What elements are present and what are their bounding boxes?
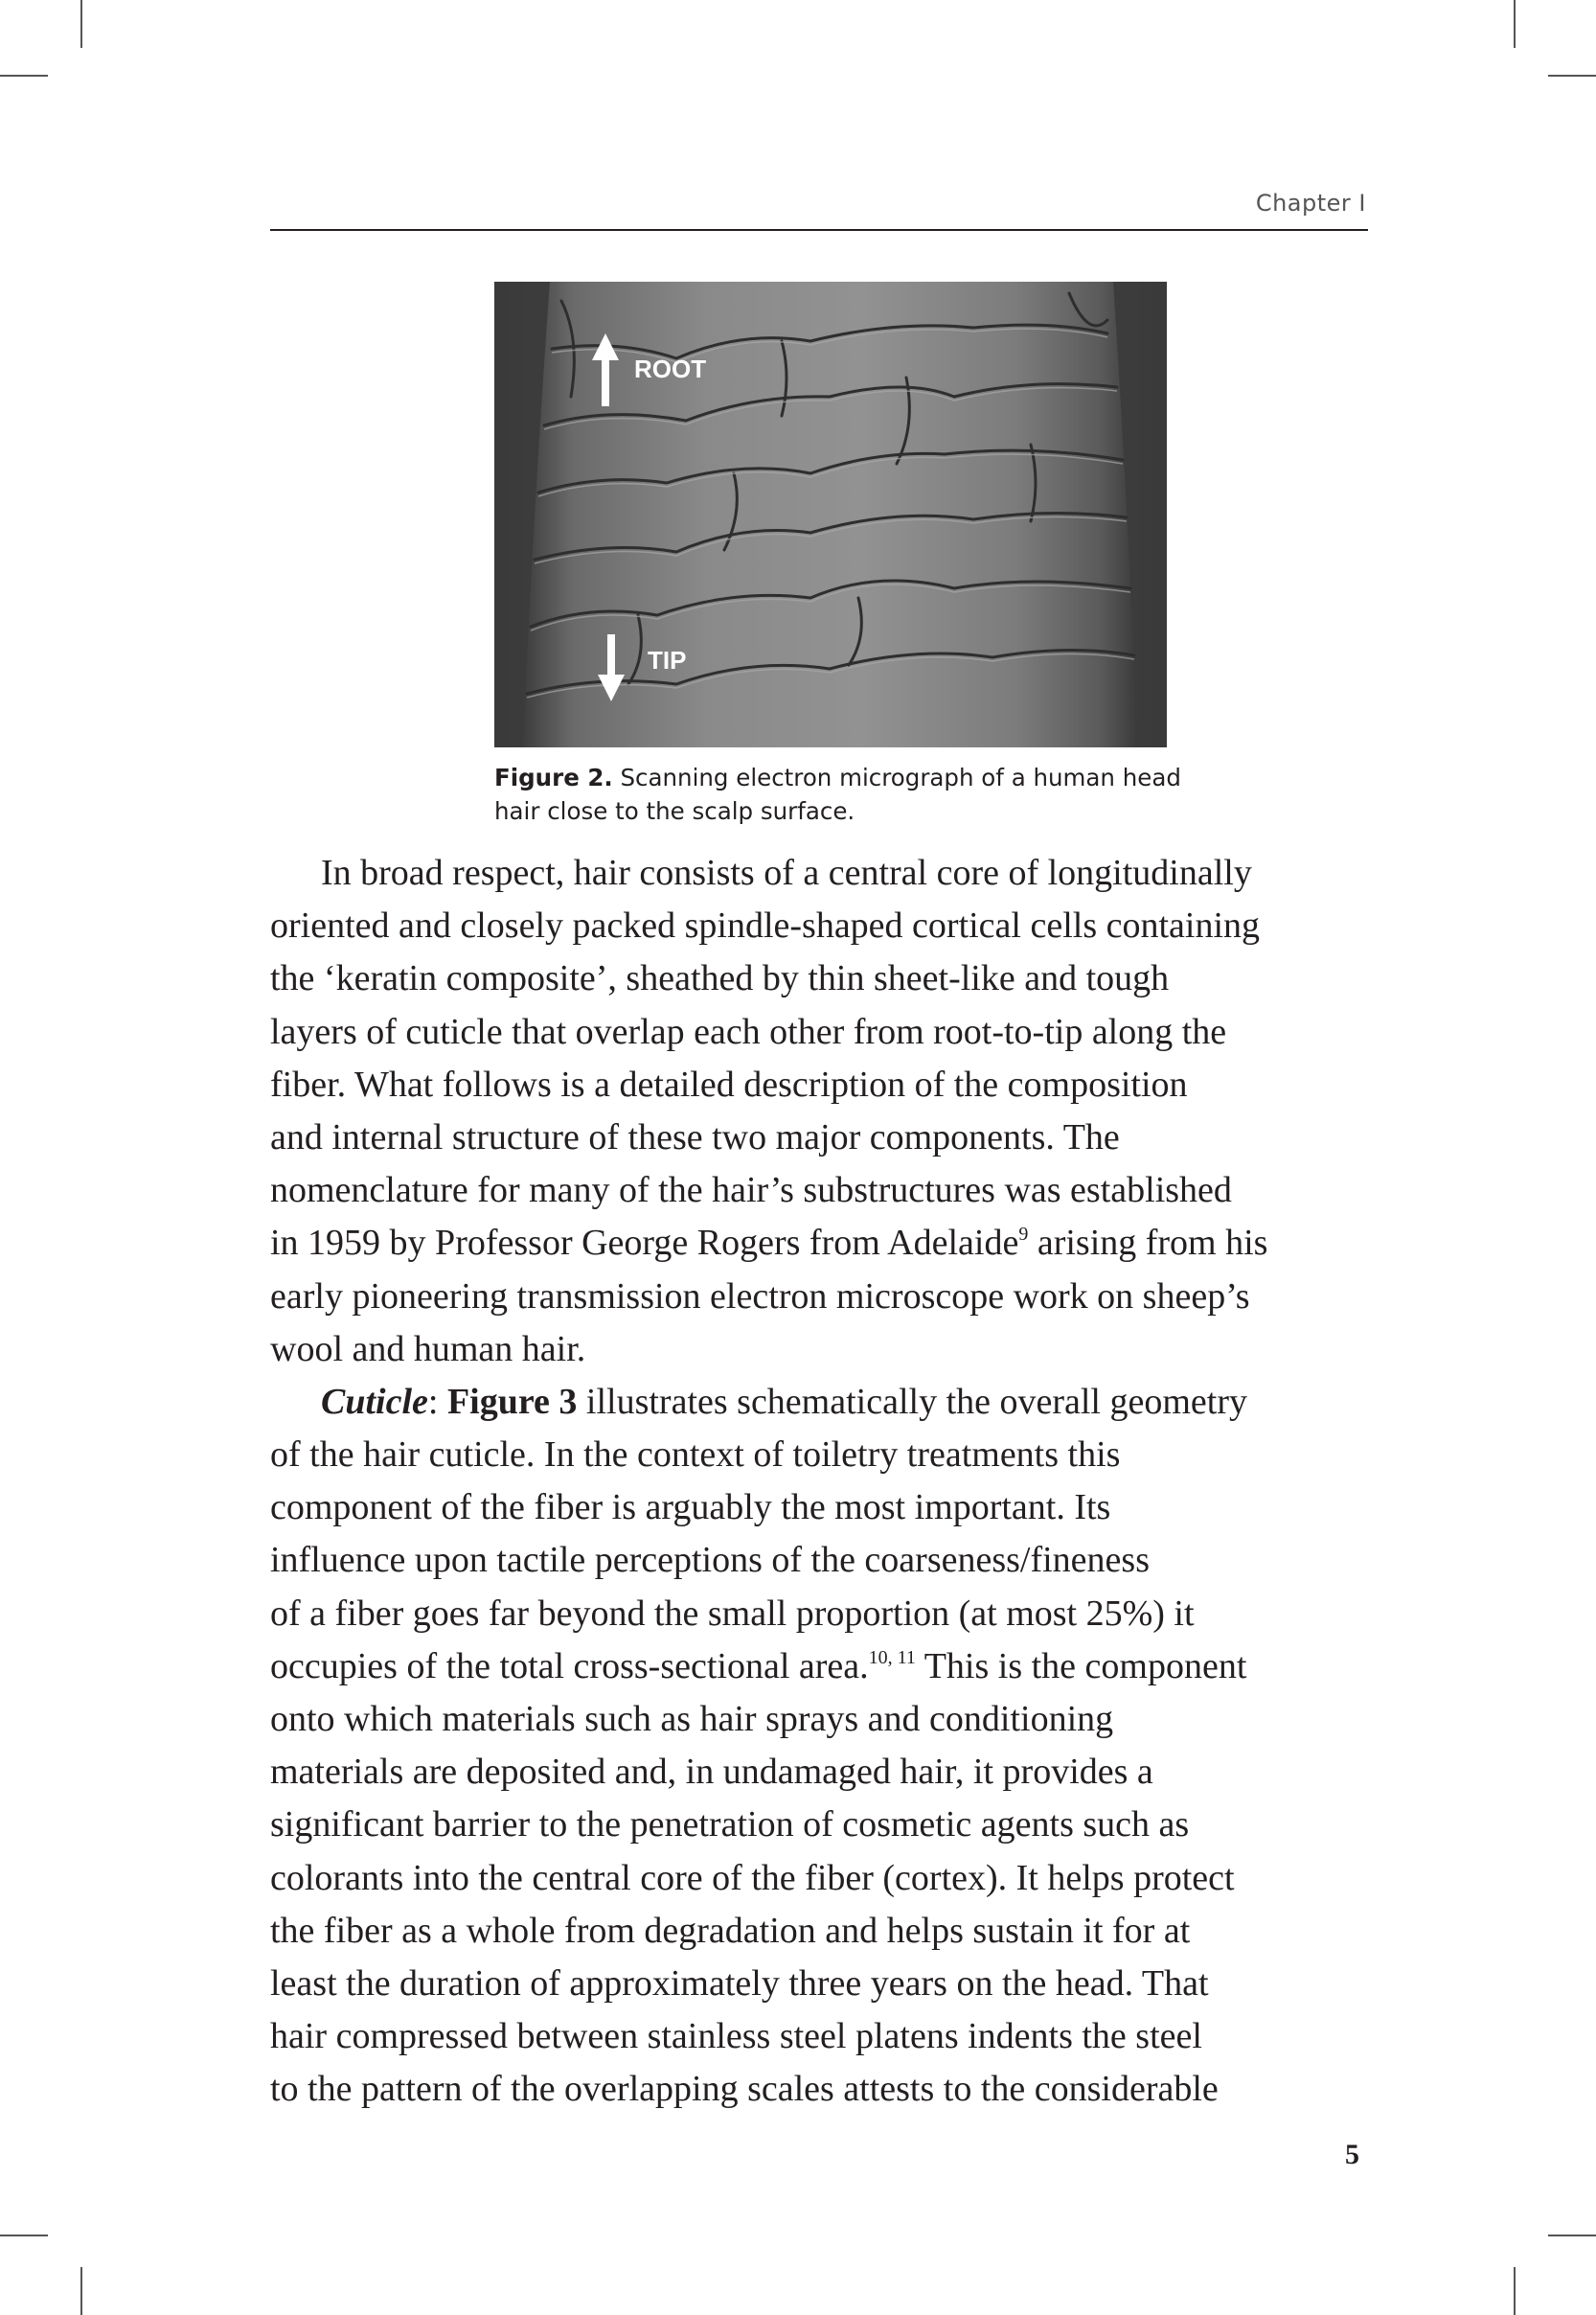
paragraph-line: fiber. What follows is a detailed description of the composition [270,1064,1188,1105]
paragraph-line: In broad respect, hair consists of a central core of longitudinally [321,853,1252,893]
paragraph-line: significant barrier to the penetration of cosmetic agents such as [270,1804,1190,1845]
header-rule [270,229,1368,231]
tip-label: TIP [648,646,687,675]
caption-text: hair close to the scalp surface. [494,797,855,825]
paragraph-line: to the pattern of the overlapping scales attests to the considerable [270,2069,1219,2110]
line-text: in 1959 by Professor George Rogers from Adelaide [270,1223,1019,1264]
crop-mark [1548,2235,1596,2236]
page-number: 5 [1345,2139,1359,2170]
line-text: occupies of the total cross-sectional area. [270,1645,869,1686]
paragraph-line: hair compressed between stainless steel platens indents the steel [270,2016,1202,2057]
paragraph-line: nomenclature for many of the hair’s substructures was established [270,1170,1232,1211]
paragraph-line: layers of cuticle that overlap each other from root-to-tip along the [270,1011,1227,1052]
paragraph-line: influence upon tactile perceptions of the coarseness/fineness [270,1540,1150,1581]
paragraph-line [270,1376,1372,1429]
paragraph-line: materials are deposited and, in undamaged hair, it provides a [270,1752,1153,1793]
sem-micrograph-figure [494,282,1167,747]
crop-mark [1514,0,1516,48]
paragraph-line: early pioneering transmission electron microscope work on sheep’s [270,1275,1250,1317]
crop-mark [1514,2267,1516,2315]
paragraph-line: the ‘keratin composite’, sheathed by thin sheet-like and tough [270,958,1170,999]
line-text: : [427,1381,447,1422]
running-header: Chapter I [1255,190,1366,217]
line-text: arising from his [1028,1223,1268,1264]
paragraph-line: and internal structure of these two major components. The [270,1116,1120,1158]
body-text [270,847,1372,2117]
crop-mark [1548,75,1596,77]
footnote-ref: 10, 11 [868,1646,916,1668]
paragraph-line: component of the fiber is arguably the most important. Its [270,1487,1111,1528]
line-text: This is the component [915,1645,1247,1686]
figure-reference: Figure 3 [446,1381,578,1422]
paragraph-line [270,1217,1372,1270]
footnote-ref: 9 [1018,1224,1029,1246]
figure-label: Figure 2. [494,764,613,791]
paragraph-line: of a fiber goes far beyond the small proportion (at most 25%) it [270,1593,1195,1634]
cuticle-term: Cuticle [321,1381,428,1422]
caption-text: Scanning electron micrograph of a human head [612,764,1181,791]
paragraph-line: colorants into the central core of the fiber (cortex). It helps protect [270,1857,1235,1898]
line-text: illustrates schematically the overall geometry [577,1381,1247,1422]
paragraph-line: oriented and closely packed spindle-shaped cortical cells containing [270,905,1261,947]
crop-mark [80,2267,82,2315]
hair-fiber-image [494,282,1167,747]
paragraph-line: wool and human hair. [270,1328,586,1369]
figure-caption [494,761,1184,828]
paragraph-line: of the hair cuticle. In the context of toiletry treatments this [270,1434,1121,1476]
paragraph-line [270,1640,1372,1693]
crop-mark [0,75,48,77]
root-label: ROOT [634,355,707,383]
paragraph-line: onto which materials such as hair sprays and conditioning [270,1699,1114,1739]
crop-mark [0,2235,48,2236]
crop-mark [80,0,82,48]
paragraph-line: least the duration of approximately three years on the head. That [270,1962,1209,2004]
paragraph-line: the fiber as a whole from degradation and helps sustain it for at [270,1910,1191,1951]
